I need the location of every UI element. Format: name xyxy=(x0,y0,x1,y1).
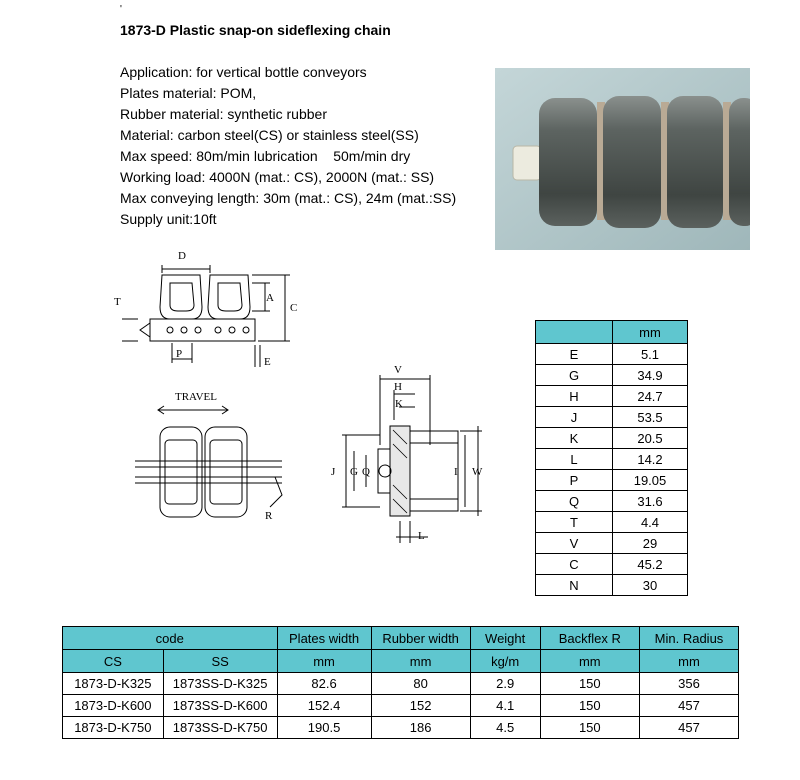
cell-backflex: 150 xyxy=(540,673,639,695)
header-unit: mm xyxy=(613,321,688,344)
label-t: T xyxy=(114,296,121,308)
dimension-table xyxy=(535,320,688,596)
dim-key: T xyxy=(536,512,613,533)
page-title: 1873-D Plastic snap-on sideflexing chain xyxy=(120,22,391,38)
cell-plates-width: 152.4 xyxy=(277,695,371,717)
cell-rubber-width: 186 xyxy=(371,717,470,739)
table-row xyxy=(536,365,688,386)
cell-min-radius: 457 xyxy=(639,695,738,717)
label-c: C xyxy=(290,302,298,314)
section-view xyxy=(342,375,482,543)
label-h: H xyxy=(394,381,402,393)
spec-max-speed: Max speed: 80m/min lubrication 50m/min dry xyxy=(120,148,411,164)
dim-key: J xyxy=(536,407,613,428)
header-weight: Weight xyxy=(470,627,540,650)
cell-plates-width: 190.5 xyxy=(277,717,371,739)
unit-rubber-width: mm xyxy=(371,650,470,673)
unit-backflex: mm xyxy=(540,650,639,673)
table-row xyxy=(63,717,739,739)
unit-plates-width: mm xyxy=(277,650,371,673)
table-row xyxy=(536,407,688,428)
dim-key: P xyxy=(536,470,613,491)
top-mark: ' xyxy=(120,4,122,15)
unit-min-radius: mm xyxy=(639,650,738,673)
dim-value: 4.4 xyxy=(613,512,688,533)
dim-value: 29 xyxy=(613,533,688,554)
header-backflex: Backflex R xyxy=(540,627,639,650)
dim-value: 20.5 xyxy=(613,428,688,449)
dim-key: V xyxy=(536,533,613,554)
dim-key: L xyxy=(536,449,613,470)
table-row xyxy=(536,575,688,596)
cell-min-radius: 356 xyxy=(639,673,738,695)
product-table xyxy=(62,626,739,739)
header-ss: SS xyxy=(163,650,277,673)
table-subheader-row xyxy=(63,650,739,673)
dim-value: 30 xyxy=(613,575,688,596)
table-row xyxy=(536,512,688,533)
dim-key: C xyxy=(536,554,613,575)
table-row xyxy=(536,344,688,365)
label-a: A xyxy=(266,292,274,304)
cell-backflex: 150 xyxy=(540,717,639,739)
label-v: V xyxy=(394,364,402,376)
cell-backflex: 150 xyxy=(540,695,639,717)
side-view xyxy=(122,265,290,367)
spec-max-length: Max conveying length: 30m (mat.: CS), 24m (mat.:SS) xyxy=(120,190,457,206)
table-row xyxy=(536,554,688,575)
spec-plates-material: Plates material: POM, xyxy=(120,85,257,101)
technical-drawing xyxy=(110,245,500,565)
spec-working-load: Working load: 4000N (mat.: CS), 2000N (mat.: SS) xyxy=(120,169,435,185)
cell-ss-code: 1873SS-D-K600 xyxy=(163,695,277,717)
label-j: J xyxy=(331,466,336,478)
header-min-radius: Min. Radius xyxy=(639,627,738,650)
cell-cs-code: 1873-D-K600 xyxy=(63,695,164,717)
table-header-row xyxy=(63,627,739,650)
dim-value: 5.1 xyxy=(613,344,688,365)
header-code: code xyxy=(63,627,278,650)
label-e: E xyxy=(264,356,271,368)
cell-plates-width: 82.6 xyxy=(277,673,371,695)
table-row xyxy=(63,673,739,695)
table-row xyxy=(536,386,688,407)
header-cs: CS xyxy=(63,650,164,673)
table-row xyxy=(63,695,739,717)
dim-key: N xyxy=(536,575,613,596)
label-d: D xyxy=(178,250,186,262)
spec-application: Application: for vertical bottle conveyors xyxy=(120,64,367,80)
cell-weight: 4.5 xyxy=(470,717,540,739)
dim-value: 34.9 xyxy=(613,365,688,386)
dim-value: 24.7 xyxy=(613,386,688,407)
dim-value: 14.2 xyxy=(613,449,688,470)
table-row xyxy=(536,470,688,491)
label-r: R xyxy=(265,510,273,522)
cell-cs-code: 1873-D-K325 xyxy=(63,673,164,695)
spec-list xyxy=(120,62,456,230)
spec-rubber-material: Rubber material: synthetic rubber xyxy=(120,106,327,122)
cell-rubber-width: 80 xyxy=(371,673,470,695)
header-plates-width: Plates width xyxy=(277,627,371,650)
spec-supply-unit: Supply unit:10ft xyxy=(120,211,217,227)
table-row xyxy=(536,428,688,449)
table-row xyxy=(536,491,688,512)
dim-key: Q xyxy=(536,491,613,512)
spec-material: Material: carbon steel(CS) or stainless steel(SS) xyxy=(120,127,419,143)
cell-weight: 4.1 xyxy=(470,695,540,717)
cell-min-radius: 457 xyxy=(639,717,738,739)
product-photo xyxy=(495,68,750,250)
label-i: I xyxy=(454,466,458,478)
dim-value: 19.05 xyxy=(613,470,688,491)
cell-rubber-width: 152 xyxy=(371,695,470,717)
header-blank xyxy=(536,321,613,344)
cell-ss-code: 1873SS-D-K750 xyxy=(163,717,277,739)
top-view xyxy=(135,406,282,517)
table-row xyxy=(536,533,688,554)
label-travel: TRAVEL xyxy=(175,391,217,403)
cell-cs-code: 1873-D-K750 xyxy=(63,717,164,739)
cell-weight: 2.9 xyxy=(470,673,540,695)
dim-key: H xyxy=(536,386,613,407)
label-l: L xyxy=(418,530,425,542)
label-q: Q xyxy=(362,466,370,478)
label-w: W xyxy=(472,466,483,478)
label-k: K xyxy=(395,398,403,410)
header-rubber-width: Rubber width xyxy=(371,627,470,650)
table-row xyxy=(536,449,688,470)
table-header-row xyxy=(536,321,688,344)
dim-key: G xyxy=(536,365,613,386)
cell-ss-code: 1873SS-D-K325 xyxy=(163,673,277,695)
label-g: G xyxy=(350,466,358,478)
unit-weight: kg/m xyxy=(470,650,540,673)
dim-value: 53.5 xyxy=(613,407,688,428)
label-p: P xyxy=(176,348,183,360)
dim-key: E xyxy=(536,344,613,365)
dim-value: 31.6 xyxy=(613,491,688,512)
dim-value: 45.2 xyxy=(613,554,688,575)
dim-key: K xyxy=(536,428,613,449)
